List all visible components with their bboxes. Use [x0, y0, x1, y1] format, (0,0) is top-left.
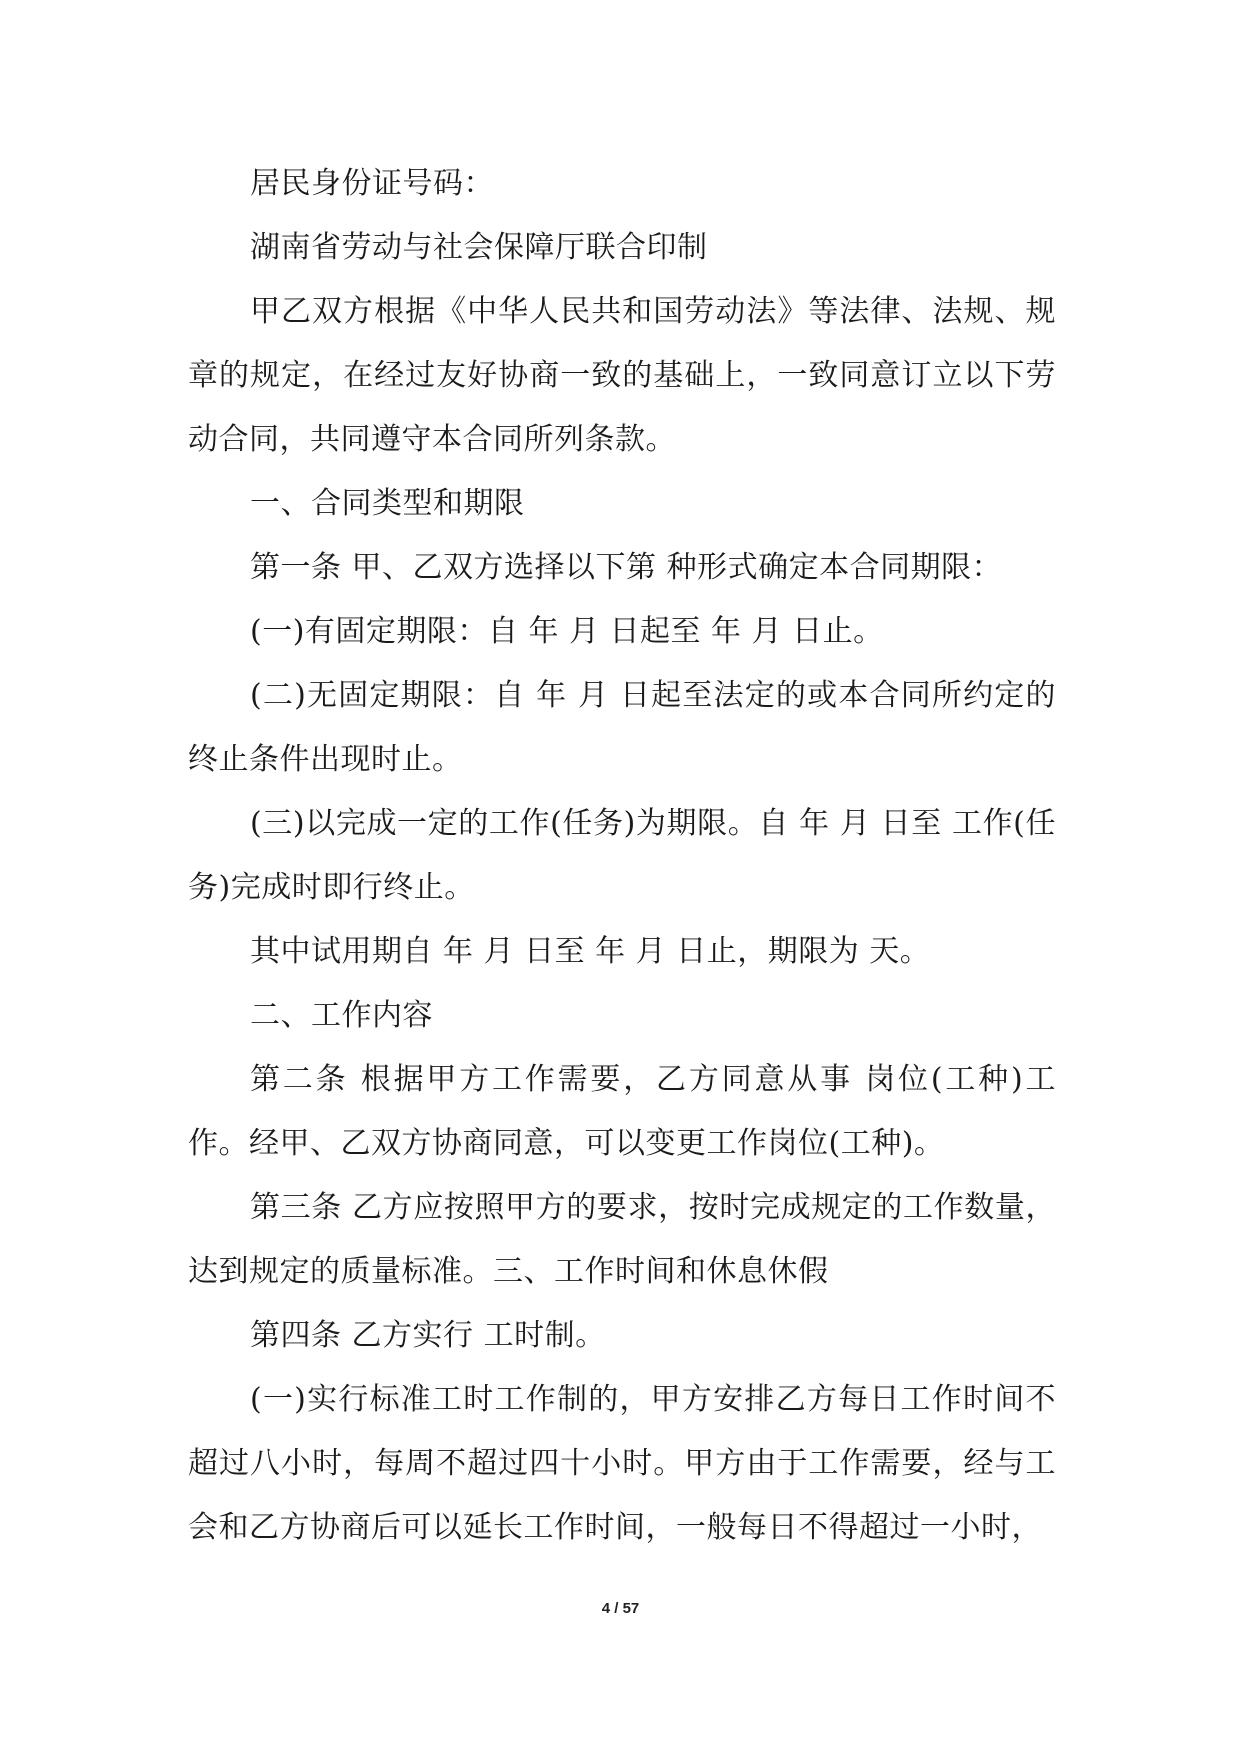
document-body [188, 152, 1056, 1560]
article-4: 第四条 乙方实行 工时制。 [250, 1318, 606, 1353]
section-heading-contract-type: 一、合同类型和期限 [250, 486, 525, 521]
article-1-item-2: (二)无固定期限：自 年 月 日起至法定的或本合同所约定的终止条件出现时止。 [188, 678, 1056, 777]
article-3: 第三条 乙方应按照甲方的要求，按时完成规定的工作数量，达到规定的质量标准。三、工作时间和休息休假 [188, 1190, 1056, 1289]
paragraph-id-number: 居民身份证号码： [250, 166, 494, 201]
article-1-item-3: (三)以完成一定的工作(任务)为期限。自 年 月 日至 工作(任务)完成时即行终止。 [188, 806, 1056, 905]
paragraph-printer: 湖南省劳动与社会保障厅联合印制 [250, 230, 708, 265]
paragraph-preamble: 甲乙双方根据《中华人民共和国劳动法》等法律、法规、规章的规定，在经过友好协商一致的基础上，一致同意订立以下劳动合同，共同遵守本合同所列条款。 [188, 294, 1056, 457]
article-2: 第二条 根据甲方工作需要，乙方同意从事 岗位(工种)工作。经甲、乙双方协商同意，可以变更工作岗位(工种)。 [188, 1062, 1056, 1161]
article-4-item-1: (一)实行标准工时工作制的，甲方安排乙方每日工作时间不超过八小时，每周不超过四十小时。甲方由于工作需要，经与工会和乙方协商后可以延长工作时间，一般每日不得超过一小时， [188, 1382, 1056, 1545]
section-heading-work-content: 二、工作内容 [250, 998, 433, 1033]
page-number: 4 / 57 [601, 1600, 640, 1617]
article-1: 第一条 甲、乙双方选择以下第 种形式确定本合同期限： [250, 550, 1003, 585]
probation-period: 其中试用期自 年 月 日至 年 月 日止，期限为 天。 [250, 934, 931, 969]
article-1-item-1: (一)有固定期限：自 年 月 日起至 年 月 日止。 [250, 614, 884, 649]
